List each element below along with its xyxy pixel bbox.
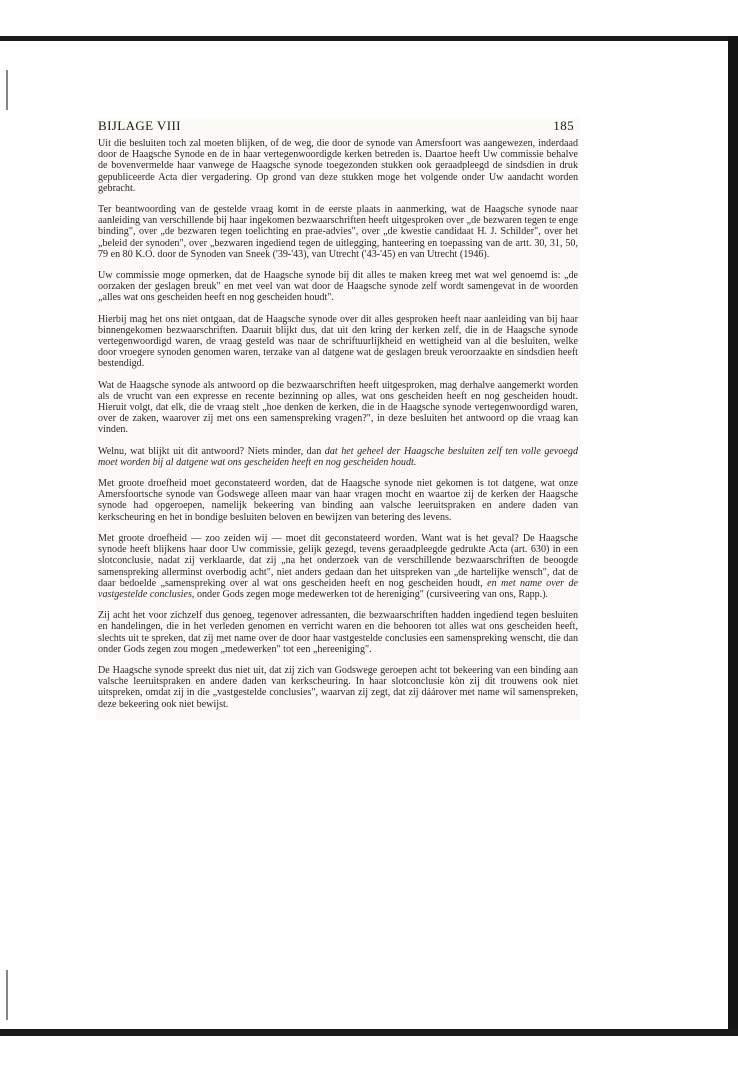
paragraph [98, 446, 578, 468]
paragraph [98, 138, 578, 194]
scan-bottom-edge [0, 1029, 738, 1036]
paragraph [98, 610, 578, 655]
paragraph-text: Ter beantwoording van de gestelde vraag komt in de eerste plaats in aanmerking, wat de Haagsche synode naar aanleiding van verschillende bij haar ingekomen bezwaarschriften heeft uitgesproken over „de bezwaren tegen te enge binding", over „de bezwaren tegen toelichting en prae-advies", over „de kwestie candidaat H. J. Schilder", over het „beleid der synoden", over „bezwaren ingediend tegen de uitlegging, hanteering en toepassing van de artt. 30, 31, 50, 79 en 80 K.O. door de Synoden van Sneek ('39-'43), van Utrecht ('43-'45) en van Utrecht (1946). [98, 204, 578, 260]
paragraph [98, 314, 578, 370]
italic-text: en met name over de vastgestelde conclusies [98, 577, 578, 600]
page-title: BIJLAGE VIII [98, 118, 181, 133]
document-page [96, 118, 580, 720]
scan-right-edge [728, 36, 738, 1036]
paragraph-text: Met groote droefheid moet geconstateerd worden, dat de Haagsche synode niet gekomen is tot datgene, wat onze Amersfoortsche synode van Godswege alleen maar van haar vragen mocht en waartoe zij de kerken der Haagsche synode had opgeroepen, namelijk bekeering van binding aan valsche leeruitspraken en andere daden van kerkscheuring en het in bondige besluiten beloven en bewijzen van betering des levens. [98, 478, 578, 523]
page-number: 185 [553, 118, 574, 133]
scan-top-edge [0, 36, 738, 41]
paragraph [98, 665, 578, 710]
scan-left-mark [6, 70, 8, 110]
paragraph-text: Uit die besluiten toch zal moeten blijken, of de weg, die door de synode van Amersfoort was aangewezen, inderdaad door de Haagsche Synode en de in haar vertegenwoordigde kerken betreden is. Daartoe heeft Uw commissie behalve de bovenvermelde haar vanwege de Haagsche synode toegezonden stukken ook geraadpleegd de sindsdien in druk gepubliceerde Acta dier vergadering. Op grond van deze stukken moge het volgende onder Uw aandacht worden gebracht. [98, 138, 578, 194]
running-head [98, 118, 574, 134]
paragraph-text: Hierbij mag het ons niet ontgaan, dat de Haagsche synode over dit alles gesproken heeft naar aanleiding van bij haar binnengekomen bezwaarschriften. Daaruit blijkt dus, dat uit den kring der kerken zelf, die in de Haagsche synode vertegenwoordigd waren, de vraag gesteld was naar de schriftuurlijkheid en wettigheid van al die besluiten, welke door vroegere synoden genomen waren, terzake van al datgene wat de geslagen breuk veroorzaakte en sindsdien heeft bestendigd. [98, 313, 578, 370]
paragraph-text: , onder Gods zegen moge medewerken tot de hereniging" (cursiveering van ons, Rapp.). [191, 588, 549, 600]
paragraph-text: Met groote droefheid — zoo zeiden wij — moet dit geconstateerd worden. Want wat is het geval? De Haagsche synode heeft blijkens haar door Uw commissie, gelijk gezegd, tevens geraadpleegde gedrukte Acta (art. 630) in een slotconclusie, nadat zij verklaarde, dat zij „na het onderzoek van de verschillende bezwaarschriften de beoogde samenspreking allerminst overbodig acht", niet anders gedaan dan het uitspreken van „de hartelijke wensch", dat de daar bedoelde „samenspreking over al wat ons gescheiden heeft en nog gescheiden houdt, [98, 532, 578, 589]
paragraph-text: Wat de Haagsche synode als antwoord op die bezwaarschriften heeft uitgesproken, mag derhalve aangemerkt worden als de vrucht van een expresse en recente bezinning op alles, wat ons gescheiden heeft en nog gescheiden houdt. Hieruit volgt, dat elk, die de vraag stelt „hoe denken de kerken, die in de Haagsche synode vertegenwoordigd waren, over de zaken, waarover zij met ons een samenspreking vragen?", in deze besluiten het antwoord op die vraag kan vinden. [98, 379, 578, 436]
paragraph [98, 270, 578, 304]
paragraph [98, 533, 578, 600]
paragraph [98, 478, 578, 523]
scan-left-mark [6, 970, 8, 1020]
paragraph-text: De Haagsche synode spreekt dus niet uit, dat zij zich van Godswege geroepen acht tot bekeering van een binding aan valsche leeruitspraken en andere daden van kerkscheuring. In haar slotconclusie kòn zij dit trouwens ook niet uitspreken, omdat zij in die „vastgestelde conclusies", waarvan zij zegt, dat zij dáárover met name wil samenspreken, deze bekeering ook niet bewijst. [98, 664, 578, 710]
paragraph-text: Zij acht het voor zichzelf dus genoeg, tegenover adressanten, die bezwaarschriften hadden ingediend tegen besluiten en handelingen, die in het verleden genomen en verricht waren en die behooren tot alles wat ons gescheiden heeft, slechts uit te spreken, dat zij met name over de door haar vastgestelde conclusies een samenspreking wenscht, die dan onder Gods zegen zou mogen „medewerken" tot een „hereeniging". [98, 610, 578, 655]
paragraph [98, 204, 578, 260]
paragraph [98, 380, 578, 436]
paragraph-text: Welnu, wat blijkt uit dit antwoord? Niets minder, dan [98, 445, 325, 457]
paragraph-text: Uw commissie moge opmerken, dat de Haagsche synode bij dit alles te maken kreeg met wat wel genoemd is: „de oorzaken der geslagen breuk" en met veel van wat door de Haagsche synode zelf wordt samengevat in de woorden „alles wat ons gescheiden heeft en nog gescheiden houdt". [98, 270, 578, 304]
italic-text: dat het geheel der Haagsche besluiten zelf ten volle gevoegd moet worden bij al datgene wat ons gescheiden heeft en nog gescheiden houdt. [98, 445, 578, 468]
body-text [98, 138, 578, 710]
